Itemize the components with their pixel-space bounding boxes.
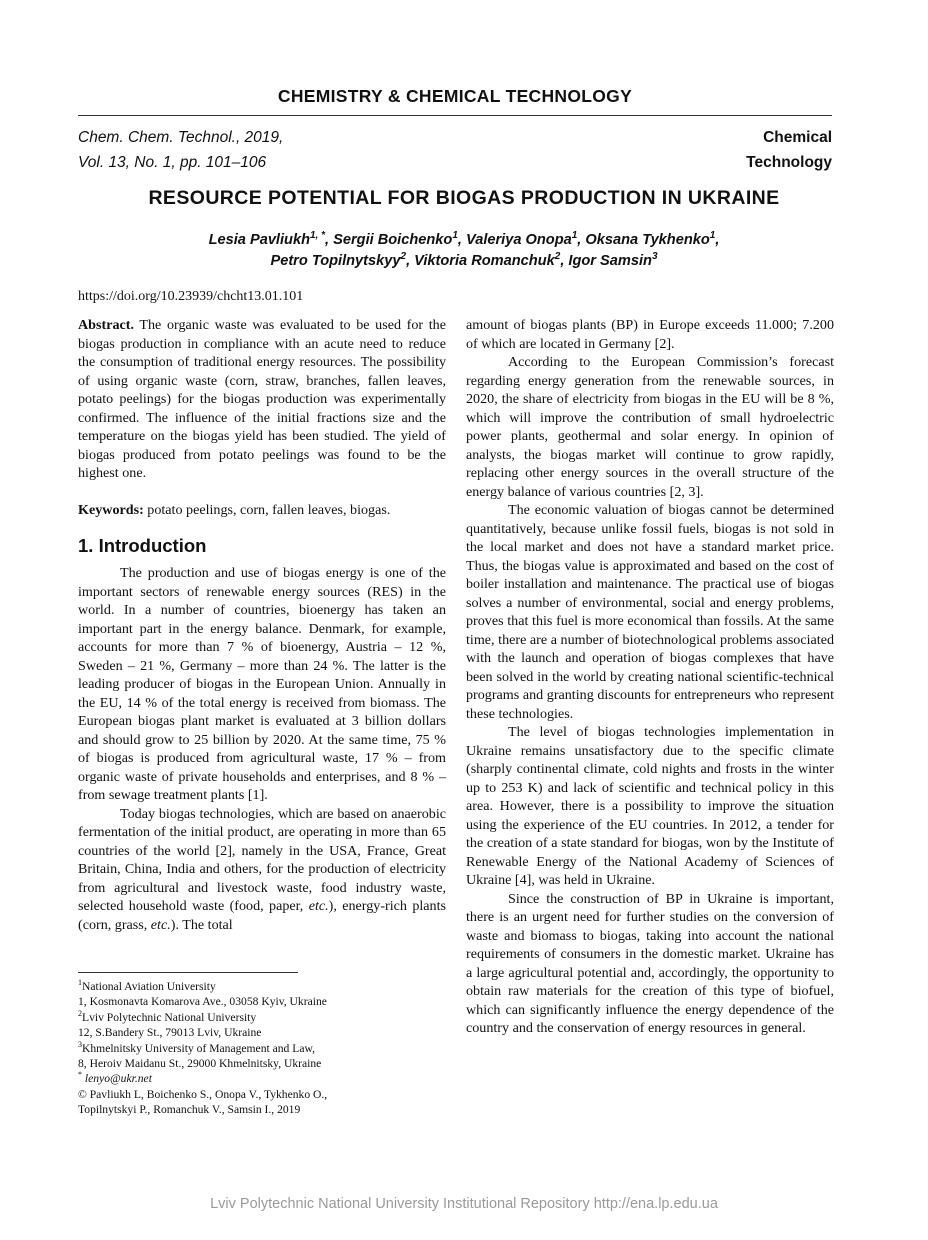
abstract [78, 316, 446, 483]
author-affiliation: 1 [571, 230, 578, 242]
intro-paragraph-2 [78, 805, 446, 935]
section-label-line1: Chemical [763, 129, 832, 146]
footnote-marker: 2 [78, 1008, 82, 1018]
footnote-affiliation-3 [78, 1041, 446, 1056]
text-run-italic: etc. [150, 916, 171, 933]
section-label [746, 125, 832, 175]
footnote-text: Khmelnitsky University of Management and Law, [82, 1041, 316, 1055]
footnote-affiliation-2 [78, 1010, 446, 1025]
paper-title: RESOURCE POTENTIAL FOR BIOGAS PRODUCTION IN UKRAINE [148, 187, 780, 209]
keywords-label: Keywords: [78, 501, 144, 518]
footnote-marker: 3 [78, 1039, 82, 1049]
author-name: Sergii Boichenko [333, 232, 453, 248]
author-affiliation: 2 [400, 251, 407, 263]
citation-block [78, 125, 283, 175]
author-name: Lesia Pavliukh [208, 232, 310, 248]
author-name: Valeriya Onopa [466, 232, 572, 248]
author-line-1: Lesia Pavliukh$^{1, *}$, Sergii Boichenko$^1$, Valeriya Onopa$^1$, Oksana Tykhenko$^1$, [208, 230, 720, 248]
author-name: Petro Topilnytskyy [270, 253, 401, 269]
intro-paragraph-4: The economic valuation of biogas cannot be determined quantitatively, because unlike fossil fuels, biogas is not sold in the local market and does not have a standard market price. Thus, the biogas value is approximated and based on the cost of boiler installation and maintenance. The practical use of biogas solves a number of environmental, social and energy problems, proves that this fuel is more economical than fossils. At the same time, there are a number of biotechnological problems associated with the launch and operation of biogas complexes that have been solved in the world by creating national scientific-technical programs and granting discounts for entrepreneurs who represent these technologies. [466, 502, 834, 722]
footnotes [78, 979, 446, 1118]
footnote-address-3: 8, Heroiv Maidanu St., 29000 Khmelnitsky, Ukraine [78, 1057, 322, 1071]
footnote-email [78, 1071, 446, 1086]
repository-footer: Lviv Polytechnic National University Institutional Repository http://ena.lp.edu.ua [210, 1196, 718, 1212]
copyright-line-2: Topilnytskyi P., Romanchuk V., Samsin I., 2019 [78, 1103, 301, 1117]
abstract-text: The organic waste was evaluated to be used for the biogas production in compliance with an acute need to reduce the consumption of traditional energy resources. The possibility of using organic waste (corn, straw, branches, fallen leaves, potato peelings) for the biogas production was experimentally confirmed. The influence of the initial fractions size and the temperature on the biogas yield has been studied. The yield of biogas produced from potato peelings was found to be the highest one. [78, 317, 446, 481]
section-heading-introduction: 1. Introduction [78, 535, 207, 556]
footnote-address-1: 1, Kosmonavta Komarova Ave., 03058 Kyiv, Ukraine [78, 995, 327, 1009]
header-rule [78, 115, 832, 116]
text-run-italic: etc. [308, 898, 329, 914]
corresponding-email[interactable]: lenyo@ukr.net [84, 1072, 152, 1086]
citation-volume: Vol. 13, No. 1, pp. 101–106 [78, 154, 267, 171]
doi-link[interactable]: https://doi.org/10.23939/chcht13.01.101 [78, 289, 304, 304]
text-run: ). The total [170, 916, 233, 933]
copyright-line-1: © Pavliukh L, Boichenko S., Onopa V., Tykhenko O., [78, 1087, 328, 1101]
footnote-marker: 1 [78, 978, 82, 988]
author-affiliation: 2 [554, 251, 561, 263]
footnote-rule [78, 972, 298, 973]
author-name: Igor Samsin [568, 253, 652, 269]
intro-paragraph-5: The level of biogas technologies implementation in Ukraine remains unsatisfactory due to the specific climate (sharply continental climate, cold nights and frosts in the winter up to 253 K) and lack of scientific and technical policy in this area. However, there is a possibility to improve the situation using the experience of the EU countries. In 2012, a tender for the creation of a state standard for biogas, won by the Institute of Renewable Energy of the National Academy of Sciences of Ukraine [4], was held in Ukraine. [466, 724, 834, 888]
section-label-line2: Technology [746, 154, 832, 171]
journal-header: CHEMISTRY & CHEMICAL TECHNOLOGY [277, 86, 633, 106]
keywords [78, 501, 446, 520]
abstract-label: Abstract. [78, 317, 134, 333]
footnote-text: Lviv Polytechnic National University [82, 1010, 257, 1024]
citation-journal: Chem. Chem. Technol., 2019, [78, 129, 284, 146]
text-run: ), energy-rich plants (corn, grass, [78, 898, 447, 933]
intro-paragraph-3: According to the European Commission’s forecast regarding energy generation from the renewable sources, in 2020, the share of electricity from biogas in the EU will be 8 %, which will improve the contribution of small hydroelectric power plants, geothermal and solar energy. In opinion of analysts, the biogas market will continue to grow rapidly, replacing other energy sources in the overall structure of the energy balance of various countries [2, 3]. [466, 354, 834, 500]
right-column [466, 316, 834, 1038]
footnote-text: National Aviation University [82, 980, 216, 993]
author-affiliation: 1 [709, 230, 716, 242]
left-column [78, 316, 446, 934]
intro-paragraph-6: Since the construction of BP in Ukraine is important, there is an urgent need for further studies on the conversion of waste and biomass to biogas, taking into account the national requirements of consumers in the domestic market. Ukraine has a large agricultural potential and, accordingly, the opportunity to obtain raw materials for the creation of this type of biofuel, which can significantly influence the energy dependence of the country and the conservation of energy resources in general. [466, 890, 834, 1036]
author-name: Viktoria Romanchuk [414, 253, 555, 269]
text-run: Today biogas technologies, which are based on anaerobic fermentation of the initial product, are operating in more than 65 countries of the world [2], namely in the USA, France, Great Britain, China, India and others, for the production of electricity from agricultural and livestock waste, food industry waste, selected household waste (food, paper, [78, 805, 446, 914]
author-affiliation: 3 [651, 251, 658, 263]
paragraph-gap [78, 483, 446, 501]
author-line-2: Petro Topilnytskyy$^2$, Viktoria Romanchuk$^2$, Igor Samsin$^3$ [270, 251, 658, 269]
author-list [60, 230, 868, 272]
footnote-affiliation-1 [78, 979, 446, 994]
keywords-text: potato peelings, corn, fallen leaves, biogas. [147, 501, 391, 518]
intro-paragraph-2-continued: amount of biogas plants (BP) in Europe exceeds 11.000; 7.200 of which are located in Germany [2]. [466, 317, 834, 352]
author-name: Oksana Tykhenko [585, 232, 710, 248]
author-affiliation: 1, * [310, 230, 326, 242]
footnote-marker: * [78, 1070, 82, 1080]
intro-paragraph-1: The production and use of biogas energy is one of the important sectors of renewable energy sources (RES) in the world. In a number of countries, bioenergy has taken an important part in the energy balance. Denmark, for example, accounts for more than 7 % of bioenergy, Austria – 12 %, Sweden – 21 %, Germany – more than 24 %. The latter is the leading producer of biogas in the European Union. Annually in the EU, 14 % of the total energy is received from biomass. The European biogas plant market is evaluated at 3 billion dollars and should grow to 25 billion by 2020. At the same time, 75 % of biogas is produced from agricultural waste, 17 % – from organic waste of private households and enterprises, and 8 % – from sewage treatment plants [1]. [78, 565, 446, 803]
author-affiliation: 1 [452, 230, 458, 242]
footnote-address-2: 12, S.Bandery St., 79013 Lviv, Ukraine [78, 1026, 262, 1040]
